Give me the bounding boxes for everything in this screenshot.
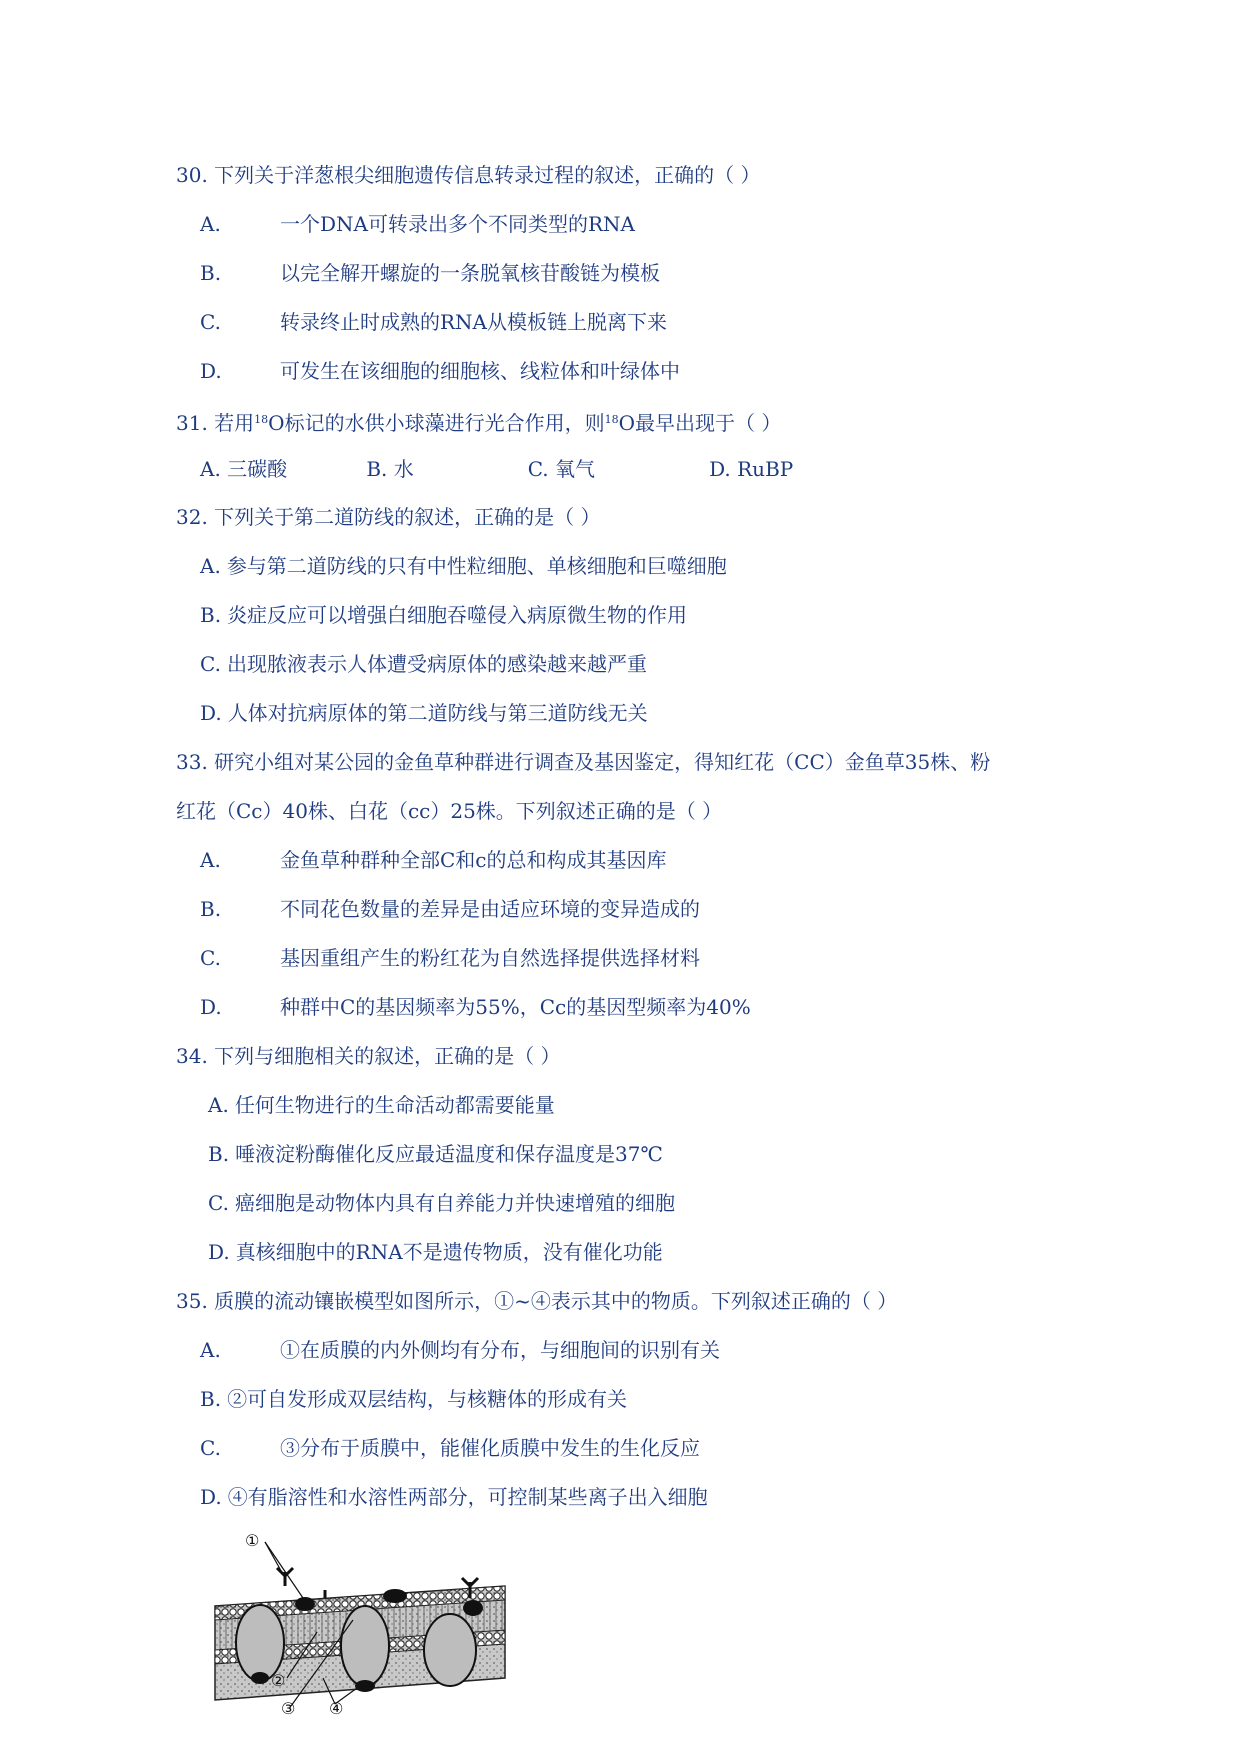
option-text: ②可自发形成双层结构，与核糖体的形成有关 [227,1387,628,1411]
option-label: C. [200,946,221,970]
question-32-option-c [200,650,647,678]
option-label: A. [200,457,221,481]
option-label: D. [200,701,222,725]
question-32-stem: 32. 下列关于第二道防线的叙述，正确的是（ ） [176,505,601,529]
question-30-option-b [200,259,660,287]
question-31-option-c [528,455,703,483]
option-text: 人体对抗病原体的第二道防线与第三道防线无关 [227,701,648,725]
isotope-mass-number: 18 [604,413,619,426]
option-text: 不同花色数量的差异是由适应环境的变异造成的 [280,897,700,921]
figure-label-3: ③ [281,1699,296,1718]
option-label: C. [527,457,549,481]
stem-part: O标记的水供小球藻进行光合作用，则 [268,411,605,435]
question-30-option-a [200,210,635,238]
option-label: B. [200,261,222,285]
option-label: B. [208,1142,230,1166]
question-35-stem: 35. 质膜的流动镶嵌模型如图所示，①~④表示其中的物质。下列叙述正确的（ ） [176,1289,898,1313]
option-text: 三碳酸 [227,457,288,481]
option-label: D. [200,995,222,1019]
option-label: A. [200,212,221,236]
option-text: ④有脂溶性和水溶性两部分，可控制某些离子出入细胞 [227,1485,708,1509]
option-label: A. [200,1338,221,1362]
question-34-option-c [208,1189,675,1217]
question-34-option-a [208,1091,555,1119]
figure-label-4: ④ [329,1699,344,1718]
question-35-option-c [200,1434,700,1462]
option-text: 转录终止时成熟的RNA从模板链上脱离下来 [280,310,668,334]
question-33-option-a [200,846,667,874]
question-32-option-a [200,552,727,580]
question-30-option-c [200,308,667,336]
option-label: D. [200,1485,222,1509]
question-35-option-b [200,1385,627,1413]
option-label: C. [200,1436,221,1460]
isotope-mass-number: 18 [254,413,269,426]
option-label: A. [200,554,221,578]
stem-part: 31. 若用 [176,411,255,435]
question-33-stem-line-2: 红花（Cc）40株、白花（cc）25株。下列叙述正确的是（ ） [176,799,723,823]
option-label: D. [200,359,222,383]
option-label: B. [200,603,222,627]
option-text: 可发生在该细胞的细胞核、线粒体和叶绿体中 [280,359,680,383]
question-34-option-b [208,1140,663,1168]
option-text: 参与第二道防线的只有中性粒细胞、单核细胞和巨噬细胞 [226,554,727,578]
question-30-stem: 30. 下列关于洋葱根尖细胞遗传信息转录过程的叙述，正确的（ ） [176,163,761,187]
option-text: 一个DNA可转录出多个不同类型的RNA [280,212,635,236]
question-32-option-b [200,601,687,629]
option-label: A. [208,1093,229,1117]
option-text: ①在质膜的内外侧均有分布，与细胞间的识别有关 [280,1338,720,1362]
option-text: 真核细胞中的RNA不是遗传物质，没有催化功能 [235,1240,663,1264]
question-30-option-d [200,357,680,385]
question-33-option-c [200,944,700,972]
option-text: 基因重组产生的粉红花为自然选择提供选择材料 [280,946,700,970]
option-text: 金鱼草种群种全部C和c的总和构成其基因库 [280,848,667,872]
option-text: 种群中C的基因频率为55%，Cc的基因型频率为40% [280,995,751,1019]
option-text: RuBP [737,457,794,481]
option-text: 唾液淀粉酶催化反应最适温度和保存温度是37℃ [235,1142,663,1166]
question-33-option-b [200,895,700,923]
question-33-stem-line-1: 33. 研究小组对某公园的金鱼草种群进行调查及基因鉴定，得知红花（CC）金鱼草35株、粉 [176,750,991,774]
option-text: 水 [393,457,414,481]
question-31-options [200,455,793,483]
option-text: 癌细胞是动物体内具有自养能力并快速增殖的细胞 [234,1191,675,1215]
option-text: 出现脓液表示人体遭受病原体的感染越来越严重 [226,652,647,676]
option-label: D. [208,1240,230,1264]
option-text: 炎症反应可以增强白细胞吞噬侵入病原微生物的作用 [227,603,688,627]
option-label: B. [200,1387,222,1411]
question-34-stem: 34. 下列与细胞相关的叙述，正确的是（ ） [176,1044,561,1068]
stem-part: O最早出现于（ ） [618,411,782,435]
option-label: C. [208,1191,229,1215]
option-text: 氧气 [555,457,596,481]
fluid-mosaic-membrane-figure [205,1528,515,1718]
question-35-option-d [200,1483,708,1511]
figure-label-1: ① [245,1531,260,1550]
option-text: 以完全解开螺旋的一条脱氧核苷酸链为模板 [280,261,660,285]
option-text: ③分布于质膜中，能催化质膜中发生的生化反应 [280,1436,700,1460]
question-31-option-d [709,455,793,483]
question-31-option-a [200,455,360,483]
option-label: C. [200,652,221,676]
question-31-option-b [366,455,521,483]
question-31-stem [176,406,781,437]
question-35-option-a [200,1336,720,1364]
figure-label-2: ② [271,1671,286,1690]
option-label: B. [200,897,222,921]
option-label: B. [366,457,388,481]
option-label: D. [709,457,731,481]
question-32-option-d [200,699,648,727]
option-label: A. [200,848,221,872]
option-text: 任何生物进行的生命活动都需要能量 [234,1093,555,1117]
option-label: C. [200,310,221,334]
question-33-option-d [200,993,751,1021]
question-34-option-d [208,1238,663,1266]
